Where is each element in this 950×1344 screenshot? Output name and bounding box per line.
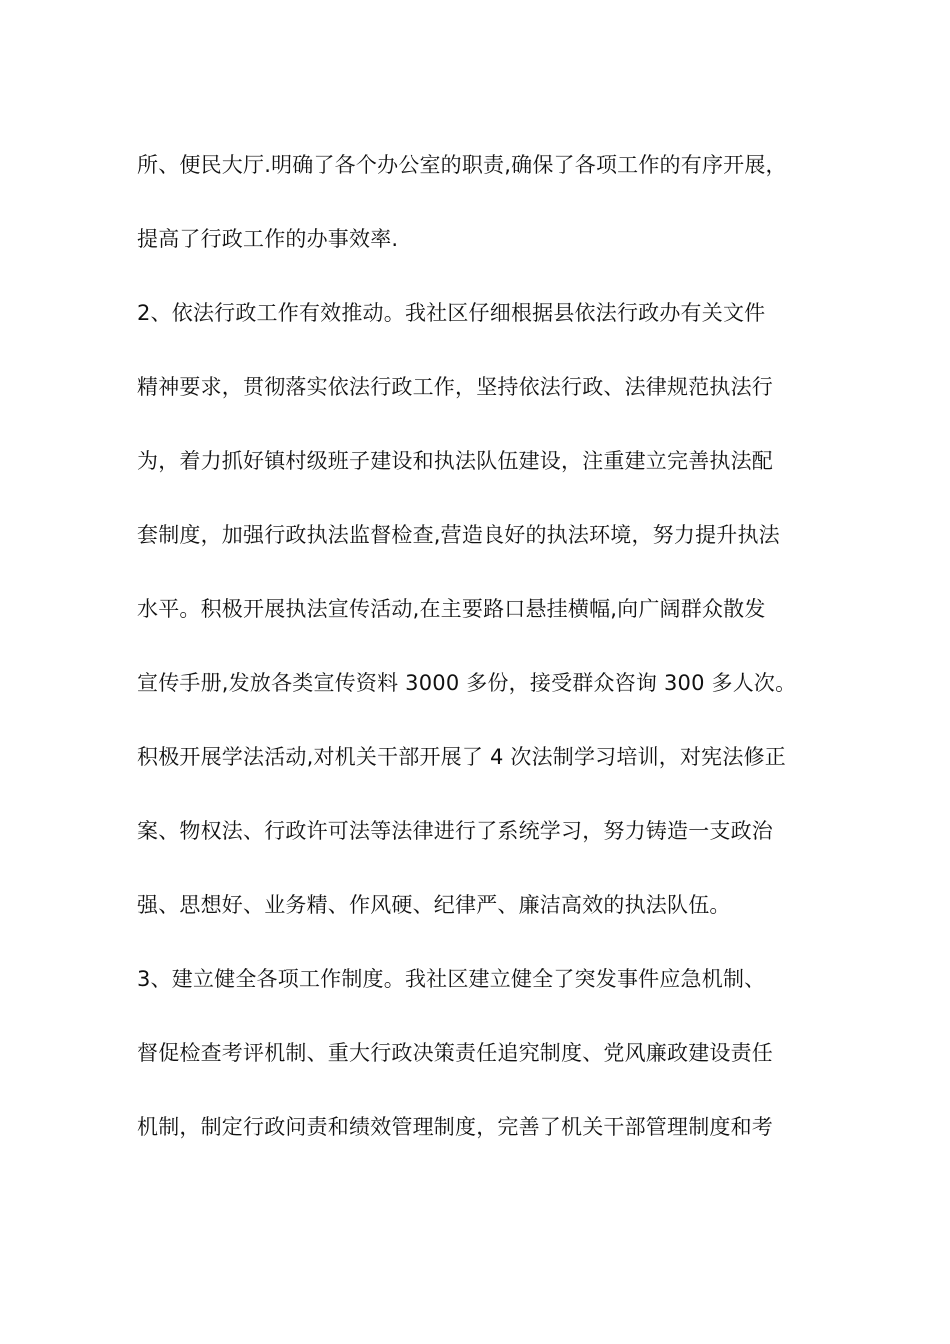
text-line: 提高了行政工作的办事效率. [137, 227, 399, 251]
text-line: 3、建立健全各项工作制度。我社区建立健全了突发事件应急机制、 [137, 967, 766, 991]
text-line: 所、便民大厅.明确了各个办公室的职责,确保了各项工作的有序开展， [137, 153, 787, 177]
text-line: 2、依法行政工作有效推动。我社区仔细根据县依法行政办有关文件 [137, 301, 766, 325]
text-line: 积极开展学法活动,对机关干部开展了 4 次法制学习培训，对宪法修正 [137, 745, 786, 769]
text-line: 精神要求，贯彻落实依法行政工作，坚持依法行政、法律规范执法行 [137, 375, 773, 399]
text-line: 水平。积极开展执法宣传活动,在主要路口悬挂横幅,向广阔群众散发 [137, 597, 766, 621]
text-line: 督促检查考评机制、重大行政决策责任追究制度、党风廉政建设责任 [137, 1041, 773, 1065]
text-line: 强、思想好、业务精、作风硬、纪律严、廉洁高效的执法队伍。 [137, 893, 731, 917]
text-line: 机制，制定行政问责和绩效管理制度，完善了机关干部管理制度和考 [137, 1115, 773, 1139]
text-line: 宣传手册,发放各类宣传资料 3000 多份，接受群众咨询 300 多人次。 [137, 671, 797, 695]
text-line: 套制度，加强行政执法监督检查,营造良好的执法环境，努力提升执法 [137, 523, 780, 547]
text-line: 案、物权法、行政许可法等法律进行了系统学习，努力铸造一支政治 [137, 819, 773, 843]
text-line: 为，着力抓好镇村级班子建设和执法队伍建设，注重建立完善执法配 [137, 449, 773, 473]
